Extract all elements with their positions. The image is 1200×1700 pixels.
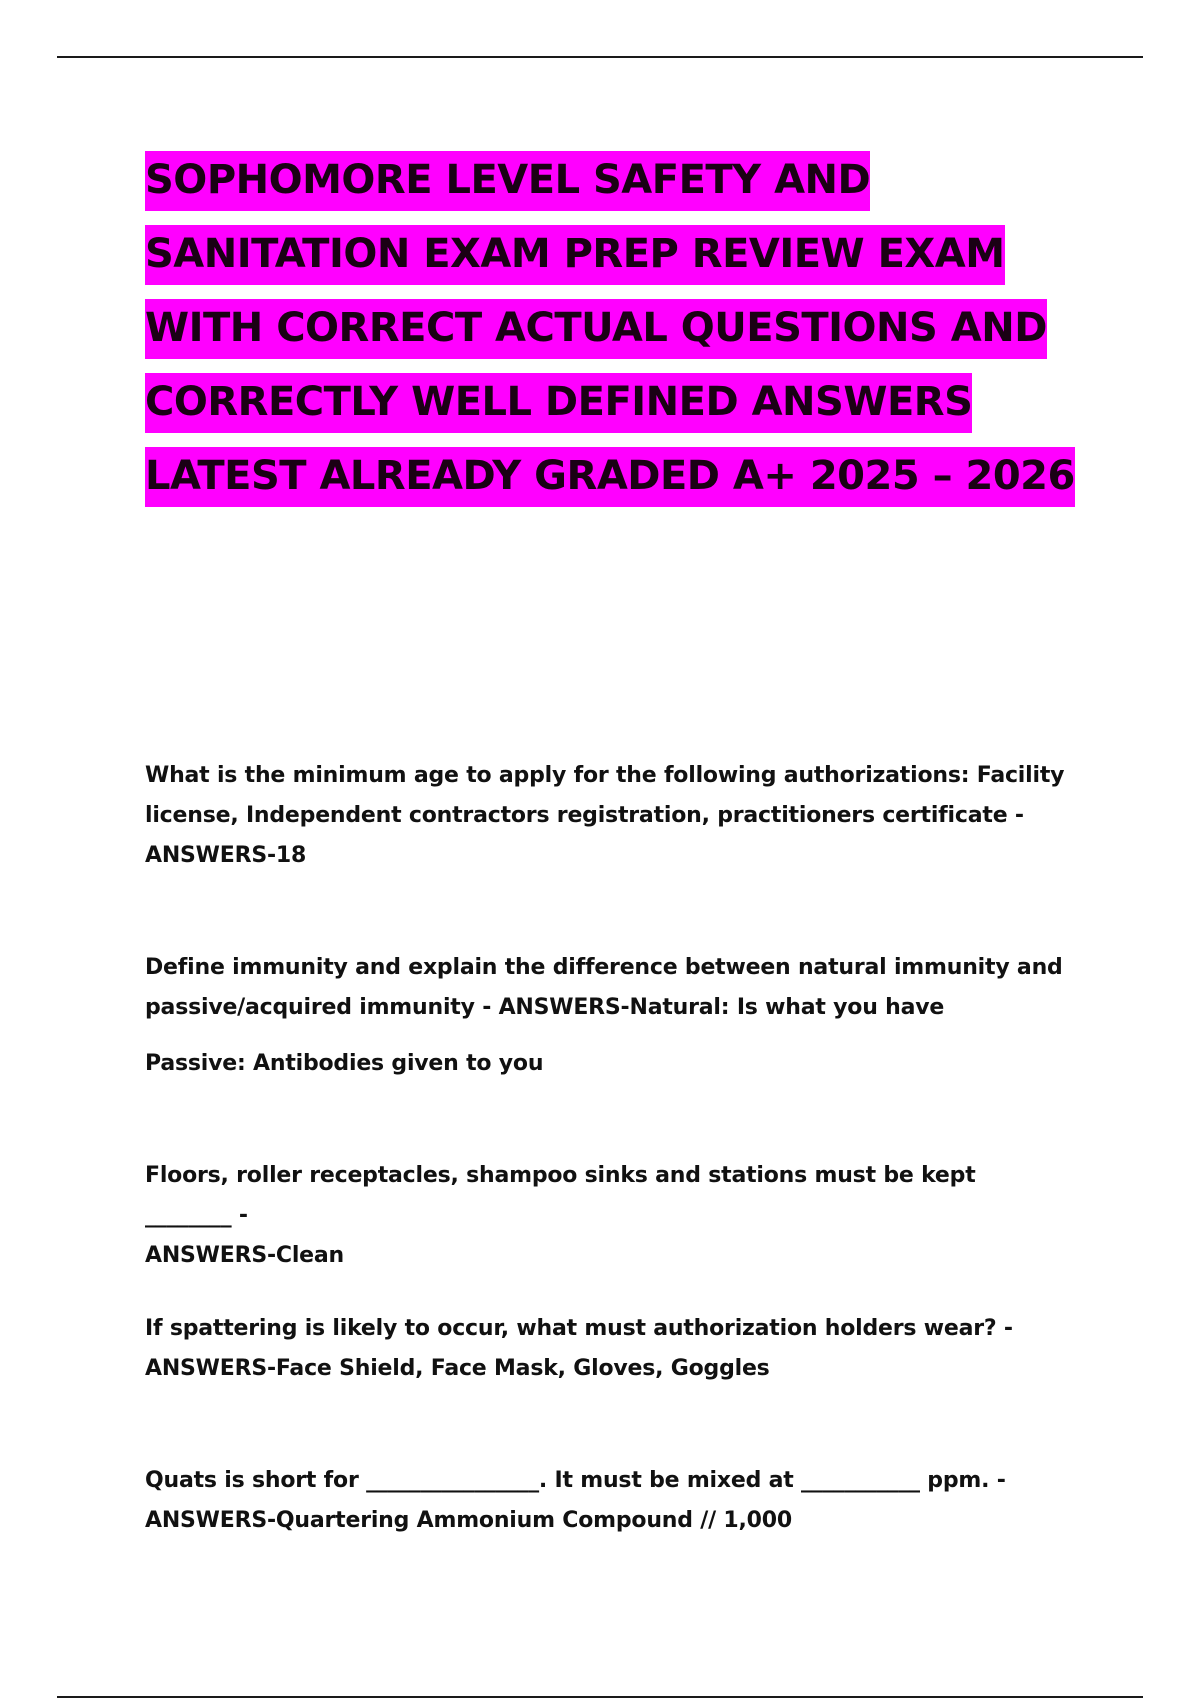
qa-line: license, Independent contractors registration, practitioners certificate - [145, 803, 1024, 828]
title-text: WITH CORRECT ACTUAL QUESTIONS AND [145, 299, 1047, 359]
qa-line: Define immunity and explain the difference between natural immunity and [145, 955, 1063, 980]
qa-line: What is the minimum age to apply for the following authorizations: Facility [145, 763, 1065, 788]
qa-line: ANSWERS-Clean [145, 1243, 345, 1268]
qa-line: Quats is short for ________________. It must be mixed at ___________ ppm. - [145, 1468, 1006, 1493]
title-line [145, 365, 1105, 439]
qa-item-immunity [145, 948, 1065, 1084]
qa-line: ANSWERS-Quartering Ammonium Compound // 1,000 [145, 1508, 792, 1533]
qa-answer-extra: Passive: Antibodies given to you [145, 1051, 544, 1076]
title-text: SANITATION EXAM PREP REVIEW EXAM [145, 225, 1005, 285]
qa-line: ANSWERS-Face Shield, Face Mask, Gloves, Goggles [145, 1356, 770, 1381]
qa-item-quats [145, 1461, 1065, 1541]
qa-line: ANSWERS-18 [145, 843, 307, 868]
qa-item-floors [145, 1156, 1065, 1276]
qa-item-spattering [145, 1309, 1065, 1389]
title-text: SOPHOMORE LEVEL SAFETY AND [145, 151, 870, 211]
title-text: CORRECTLY WELL DEFINED ANSWERS [145, 373, 972, 433]
title-line [145, 143, 1105, 217]
title-line [145, 217, 1105, 291]
qa-line: passive/acquired immunity - ANSWERS-Natural: Is what you have [145, 995, 945, 1020]
document-title [145, 143, 1105, 513]
title-line [145, 291, 1105, 365]
bottom-divider [57, 1696, 1143, 1698]
qa-line: Floors, roller receptacles, shampoo sinks and stations must be kept ________ - [145, 1163, 976, 1228]
title-text: LATEST ALREADY GRADED A+ 2025 – 2026 [145, 447, 1075, 507]
title-line [145, 439, 1105, 513]
qa-item-minimum-age [145, 756, 1065, 876]
qa-line: If spattering is likely to occur, what must authorization holders wear? - [145, 1316, 1013, 1341]
top-divider [57, 56, 1143, 58]
